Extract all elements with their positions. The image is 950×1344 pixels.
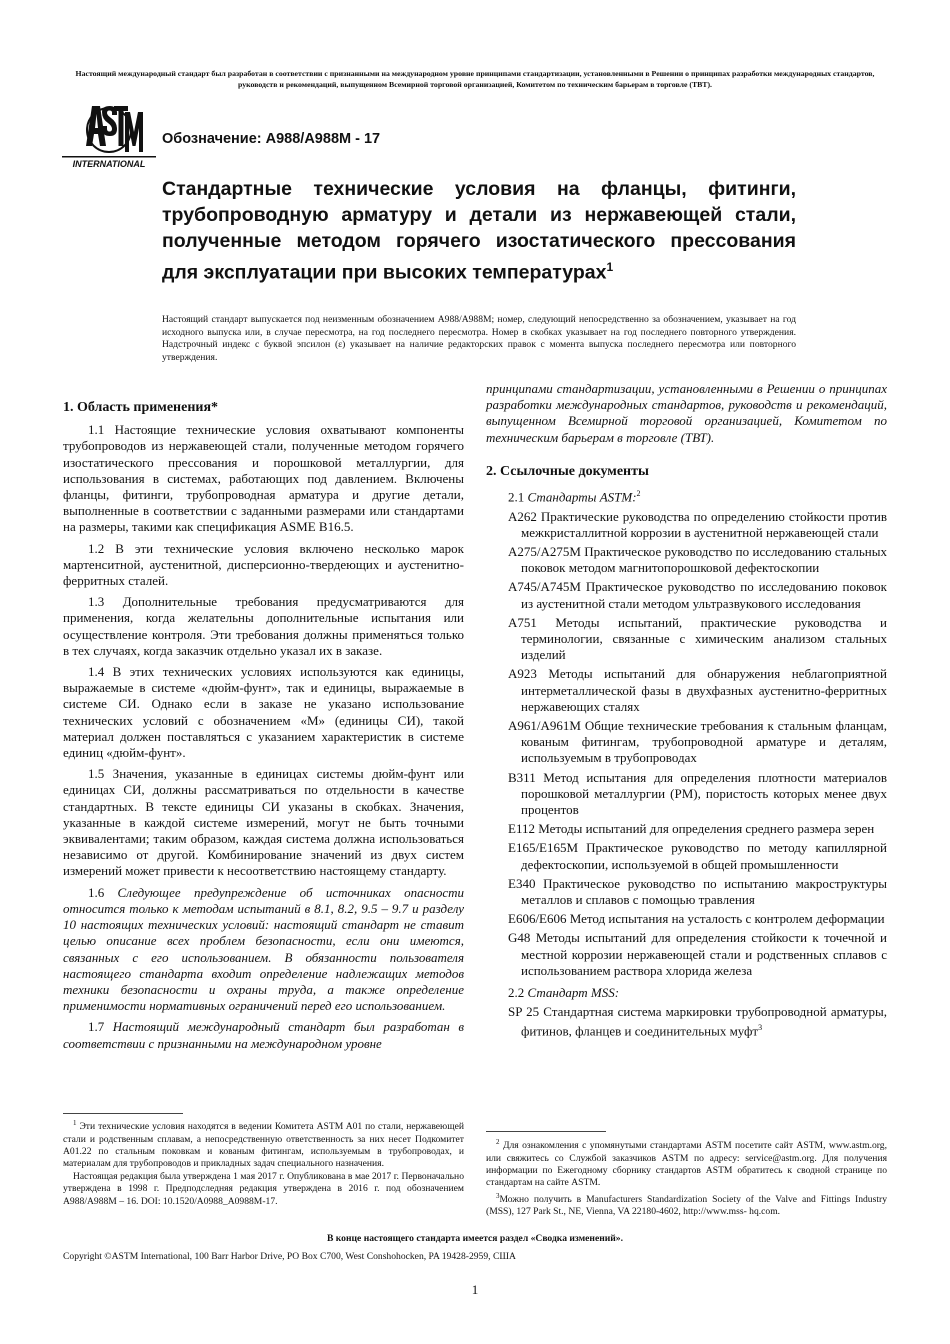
right-column <box>486 381 887 1043</box>
subsection-2-1-fn: 2 <box>636 489 641 499</box>
footnote-3-text: Можно получить в Manufacturers Standardization Society of the Valve and Fittings Industry (MSS), 127 Park St., NE, Vienna, VA 22180-4602, http://www.mss- hq.com. <box>486 1194 887 1218</box>
subsection-2-1-label: Стандарты ASTM: <box>527 489 637 505</box>
reference-e606: E606/E606 Метод испытания на усталость с контролем деформации <box>508 911 885 927</box>
page-number: 1 <box>471 1282 479 1297</box>
designation: Обозначение: A988/A988M - 17 <box>162 131 381 147</box>
paragraph-1-7-continued: принципами стандартизации, установленными в Решении о принципах разработки международных стандартов, руководств и рекомендаций, выпущенном Всемирной торговой организацией, Комитетом по техническим барьерам в торговле (ТВТ). <box>486 381 887 445</box>
footnote-1-text: Эти технические условия находятся в ведении Комитета ASTM A01 по стали, нержавеющей стали и родственным сплавам, а непосредственную ответственность за них несет Подкомитет A01.22 по стальным поковкам и кованым фитингам, используемым в трубопроводах, и материалам для трубопроводов и прикладных задач специального назначения. <box>63 1121 464 1170</box>
subsection-2-1 <box>508 486 887 506</box>
paragraph-1-1: 1.1 Настоящие технические условия охватывают компоненты трубопроводов из нержавеющей стали, полученные методом горячего изостатического прессования и порошковой металлургии, для использования в системах, работающих под давлением. Включены фланцы, фитинги, трубопроводная арматура и другие детали, выполненные в соответствии с заданными размерами или стандартами на размеры, такими как спецификация ASME B16.5. <box>63 422 464 535</box>
astm-logo <box>62 102 156 170</box>
document-title <box>162 176 796 286</box>
footnote-2-text: Для ознакомления с упомянутыми стандартами ASTM посетите сайт ASTM, www.astm.org, или свяжитесь со Службой заказчиков ASTM по адресу: service@astm.org. Для получения информации по Ежегодному сборнику стандартов ASTM обратитесь к сводной странице по стандартам на сайте ASTM. <box>486 1140 888 1189</box>
reference-a262: A262 Практические руководства по определению стойкости против межкристаллитной коррозии в аустенитной нержавеющей стали <box>508 508 887 540</box>
reference-sp25 <box>508 1004 887 1040</box>
footnote-3 <box>486 1190 887 1219</box>
paragraph-1-2: 1.2 В эти технические условия включено несколько марок мартенситной, аустенитной, дисперсионно-твердеющих и аустенитно-ферритных сталей. <box>63 540 464 589</box>
reference-sp25-text: SP 25 Стандартная система маркировки трубопроводной арматуры, фитинов, фланцев и соединительных муфт <box>508 1004 887 1039</box>
logo-caption: INTERNATIONAL <box>72 159 146 169</box>
section1-heading: 1. Область применения* <box>63 400 219 415</box>
reference-b311: B311 Метод испытания для определения плотности материалов порошковой металлургии (PM), пористость которых менее двух процентов <box>508 769 887 817</box>
footnote-2-num: 2 <box>496 1138 500 1146</box>
left-footnotes <box>63 1117 464 1208</box>
subsection-2-2-num: 2.2 <box>508 985 525 1001</box>
paragraph-1-7-text: Настоящий международный стандарт был разработан в соответствии с признанными на международном уровне <box>63 1019 465 1051</box>
reference-g48: G48 Методы испытаний для определения стойкости к точечной и местной коррозии нержавеющей стали и родственных сплавов с использованием раствора хлорида железа <box>508 930 887 978</box>
footnote-1-edition: Настоящая редакция была утверждена 1 мая 2017 г. Опубликована в мае 2017 г. Первоначально утверждена в 1998 г. Предподследняя редакция утверждена в 2016 г. под обозначением A988/A988M – 16. DOI: 10.1520/A0988_A0988M-17. <box>63 1170 464 1207</box>
left-column <box>63 400 464 1057</box>
subsection-2-2-label: Стандарт MSS: <box>527 985 620 1001</box>
right-footnote-rule <box>486 1131 606 1132</box>
reference-a923: A923 Методы испытаний для обнаружения неблагоприятной интерметаллической фазы в двухфазных аустенитно-ферритных нержавеющих сталях <box>508 666 887 714</box>
intl-standard-notice: Настоящий международный стандарт был разработан в соответствии с признанными на международном уровне принципами стандартизации, установленными в Решении о принципах разработки международных стандартов, руководств и рекомендаций, выпущенном Всемирной торговой организацией, Комитетом по техническим барьерам в торговле (ТВТ). <box>75 69 875 89</box>
paragraph-1-7 <box>63 1019 464 1051</box>
reference-a745: A745/A745M Практическое руководство по исследованию поковок из аустенитной стали методом ультразвукового исследования <box>508 579 887 611</box>
title-footnote-ref: 1 <box>606 260 614 274</box>
reference-a961: A961/A961M Общие технические требования к стальным фланцам, кованым фитингам, трубопроводной арматуре и деталям, используемым в трубопроводах <box>508 717 887 766</box>
paragraph-1-4: 1.4 В этих технических условиях используются как единицы, выражаемые в системе «дюйм-фунт», так и единицы, выражаемые в системе СИ. Однако если в заказе не указано использование технических условий с обозначением «М» (единицы СИ), такой материал должен поставляться с указанием характеристик в системе единиц «дюйм-фунт». <box>63 664 464 761</box>
paragraph-1-6-num: 1.6 <box>88 884 105 900</box>
footnote-1-num: 1 <box>73 1119 77 1127</box>
title-text: Стандартные технические условия на фланцы, фитинги, трубопроводную арматуру и детали из нержавеющей стали, полученные методом горячего изостатического прессования для эксплуатации при высоких температурах <box>162 178 796 284</box>
paragraph-1-5: 1.5 Значения, указанные в единицах системы дюйм-фунт или единицах СИ, должны рассматриваться по отдельности в качестве стандартных. В тексте единицы СИ указаны в скобках. Значения, указанные в каждой системе измерений, могут не быть точными эквивалентами; таким образом, каждая система должна использоваться независимо от другой. Комбинирование значений из двух систем измерений может привести к несоответствию настоящему стандарту. <box>63 766 464 879</box>
reference-e165: E165/E165M Практическое руководство по методу капиллярной дефектоскопии, используемой в общей промышленности <box>508 840 887 872</box>
reference-e112: E112 Методы испытаний для определения среднего размера зерен <box>508 821 875 837</box>
left-footnote-rule <box>63 1113 183 1114</box>
reference-a275: A275/A275M Практическое руководство по исследованию стальных поковок методом магнитопорошковой дефектоскопии <box>508 543 887 576</box>
reference-e340: E340 Практическое руководство по испытанию макроструктуры металлов и сплавов с помощью травления <box>508 875 887 908</box>
paragraph-1-6 <box>63 885 464 1015</box>
paragraph-1-6-text: Следующее предупреждение об источниках опасности относится только к методам испытаний в 8.1, 8.2, 9.5 – 9.7 и разделу 10 настоящих технических условий: настоящий стандарт не ставит целью описание всех проблем безопасности, если они имеются, связанных с его использованием. В обязанности пользователя настоящего стандарта входит определение надлежащих методов техники безопасности и охраны труда, а также определение применимости нормативных ограничений перед его использованием. <box>63 884 464 1014</box>
paragraph-1-3: 1.3 Дополнительные требования предусматриваются для применения, когда желательны дополнительные испытания или осуществление контроля. Эти требования должны применяться только в тех случаях, когда заказчик отдельно указал их в заказе. <box>63 594 464 658</box>
standard-issue-note: Настоящий стандарт выпускается под неизменным обозначением A988/A988M; номер, следующий непосредственно за обозначением, указывает на год исходного выпуска или, в случае пересмотра, на год последнего пересмотра. Номер в скобках указывает на год последнего повторного утверждения. Надстрочный индекс с буквой эпсилон (ε) указывает на наличие редакторских правок с момента выпуска последнего пересмотра или повторного утверждения. <box>162 314 796 363</box>
subsection-2-2 <box>508 985 887 1001</box>
reference-a751: A751 Методы испытаний, практические руководства и терминологии, связанные с химическим анализом стальных изделий <box>508 614 887 663</box>
footnote-1 <box>63 1117 464 1171</box>
reference-sp25-fn: 3 <box>758 1023 763 1033</box>
right-footnotes <box>486 1136 887 1219</box>
paragraph-1-7-num: 1.7 <box>88 1019 105 1035</box>
subsection-2-1-num: 2.1 <box>508 489 525 505</box>
footnote-2 <box>486 1136 887 1190</box>
copyright: Copyright ©ASTM International, 100 Barr Harbor Drive, PO Box C700, West Conshohocken, PA 19428-2959, США <box>63 1251 516 1262</box>
summary-of-changes-note: В конце настоящего стандарта имеется раздел «Сводка изменений». <box>326 1233 623 1244</box>
footnote-3-num: 3 <box>496 1191 500 1200</box>
section2-heading: 2. Ссылочные документы <box>486 463 649 479</box>
